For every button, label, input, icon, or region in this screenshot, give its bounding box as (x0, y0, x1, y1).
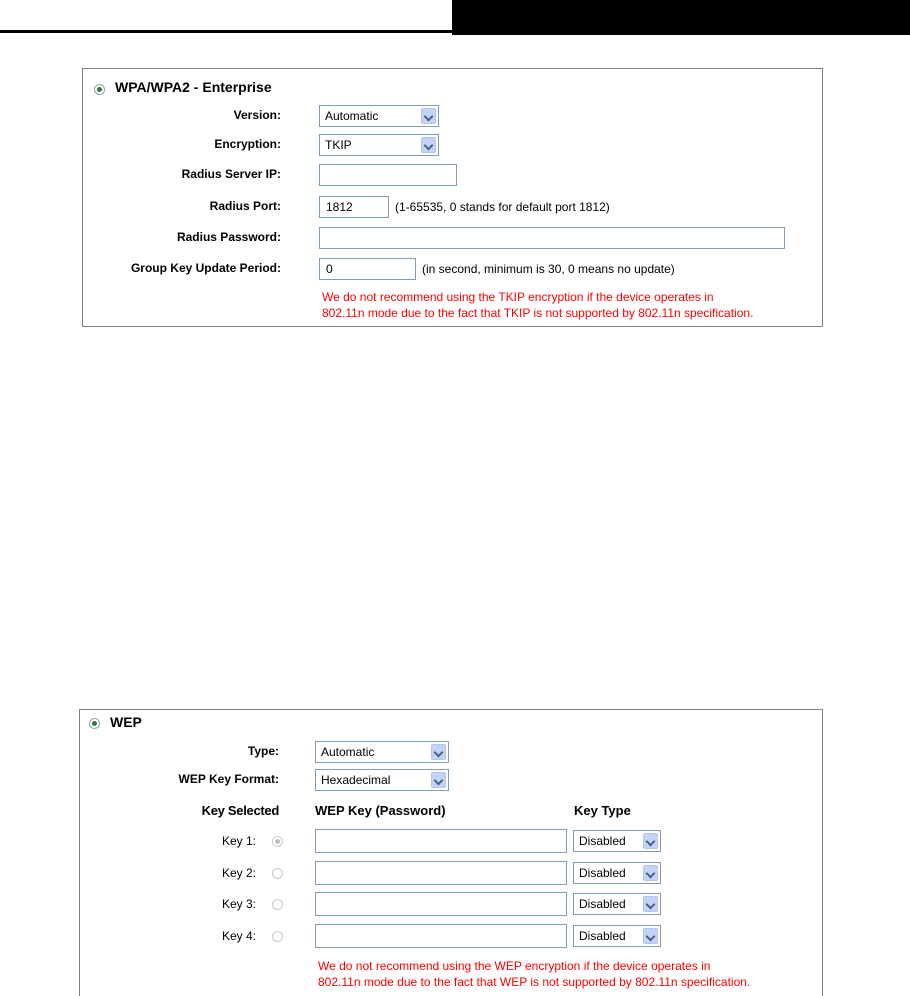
group-key-update-label: Group Key Update Period: (130, 261, 281, 275)
encryption-value: TKIP (325, 138, 352, 152)
chevron-down-icon (643, 833, 658, 849)
radius-port-input[interactable] (319, 196, 389, 218)
key-2-input[interactable] (315, 861, 567, 885)
tkip-warning (322, 289, 818, 321)
radius-port-hint: (1-65535, 0 stands for default port 1812) (395, 200, 610, 214)
wep-key-heading: WEP Key (Password) (315, 803, 446, 818)
header-rule (0, 30, 452, 33)
key-1-radio[interactable] (272, 836, 283, 847)
wep-radio[interactable] (89, 718, 100, 729)
key-1-type-select[interactable] (573, 830, 661, 852)
header-bar (452, 0, 910, 35)
key-4-type-select[interactable] (573, 925, 661, 947)
radius-server-ip-input[interactable] (319, 164, 457, 186)
key-1-label: Key 1: (221, 834, 256, 848)
encryption-select[interactable] (319, 134, 439, 156)
wpa-enterprise-panel (82, 68, 823, 327)
wep-key-format-label: WEP Key Format: (178, 772, 279, 786)
key-type-heading: Key Type (574, 803, 631, 818)
wep-key-format-select[interactable] (315, 769, 449, 791)
key-4-input[interactable] (315, 924, 567, 948)
wep-type-label: Type: (247, 744, 279, 758)
encryption-label: Encryption: (214, 137, 281, 151)
radius-password-input[interactable] (319, 227, 785, 249)
key-1-type-value: Disabled (579, 834, 626, 848)
version-label: Version: (233, 108, 281, 122)
key-selected-heading: Key Selected (201, 803, 279, 818)
wep-warning-line1: We do not recommend using the WEP encryption if the device operates in (318, 959, 711, 973)
group-key-update-input[interactable] (319, 258, 416, 280)
key-3-type-value: Disabled (579, 897, 626, 911)
radius-port-label: Radius Port: (209, 199, 281, 213)
chevron-down-icon (643, 896, 658, 912)
wpa-enterprise-title: WPA/WPA2 - Enterprise (115, 79, 272, 95)
tkip-warning-line1: We do not recommend using the TKIP encryption if the device operates in (322, 290, 714, 304)
group-key-update-hint: (in second, minimum is 30, 0 means no update) (422, 262, 675, 276)
key-3-type-select[interactable] (573, 893, 661, 915)
wep-type-select[interactable] (315, 741, 449, 763)
chevron-down-icon (421, 137, 436, 153)
version-select[interactable] (319, 105, 439, 127)
key-3-input[interactable] (315, 892, 567, 916)
key-2-type-value: Disabled (579, 866, 626, 880)
chevron-down-icon (643, 865, 658, 881)
wep-warning-line2: 802.11n mode due to the fact that WEP is not supported by 802.11n specification. (318, 975, 751, 989)
wpa-enterprise-radio[interactable] (94, 84, 105, 95)
chevron-down-icon (643, 928, 658, 944)
key-2-label: Key 2: (221, 866, 256, 880)
key-4-radio[interactable] (272, 931, 283, 942)
key-4-label: Key 4: (221, 929, 256, 943)
version-value: Automatic (325, 109, 379, 123)
radius-server-ip-label: Radius Server IP: (181, 167, 281, 181)
key-2-radio[interactable] (272, 868, 283, 879)
chevron-down-icon (421, 108, 436, 124)
key-2-type-select[interactable] (573, 862, 661, 884)
radius-password-label: Radius Password: (176, 230, 281, 244)
wep-type-value: Automatic (321, 745, 375, 759)
key-3-radio[interactable] (272, 899, 283, 910)
wep-warning (318, 958, 818, 990)
chevron-down-icon (431, 744, 446, 760)
key-1-input[interactable] (315, 829, 567, 853)
wep-panel (79, 709, 823, 996)
tkip-warning-line2: 802.11n mode due to the fact that TKIP is not supported by 802.11n specification. (322, 306, 754, 320)
key-3-label: Key 3: (221, 897, 256, 911)
chevron-down-icon (431, 772, 446, 788)
key-4-type-value: Disabled (579, 929, 626, 943)
wep-title: WEP (110, 714, 142, 730)
wep-key-format-value: Hexadecimal (321, 773, 391, 787)
